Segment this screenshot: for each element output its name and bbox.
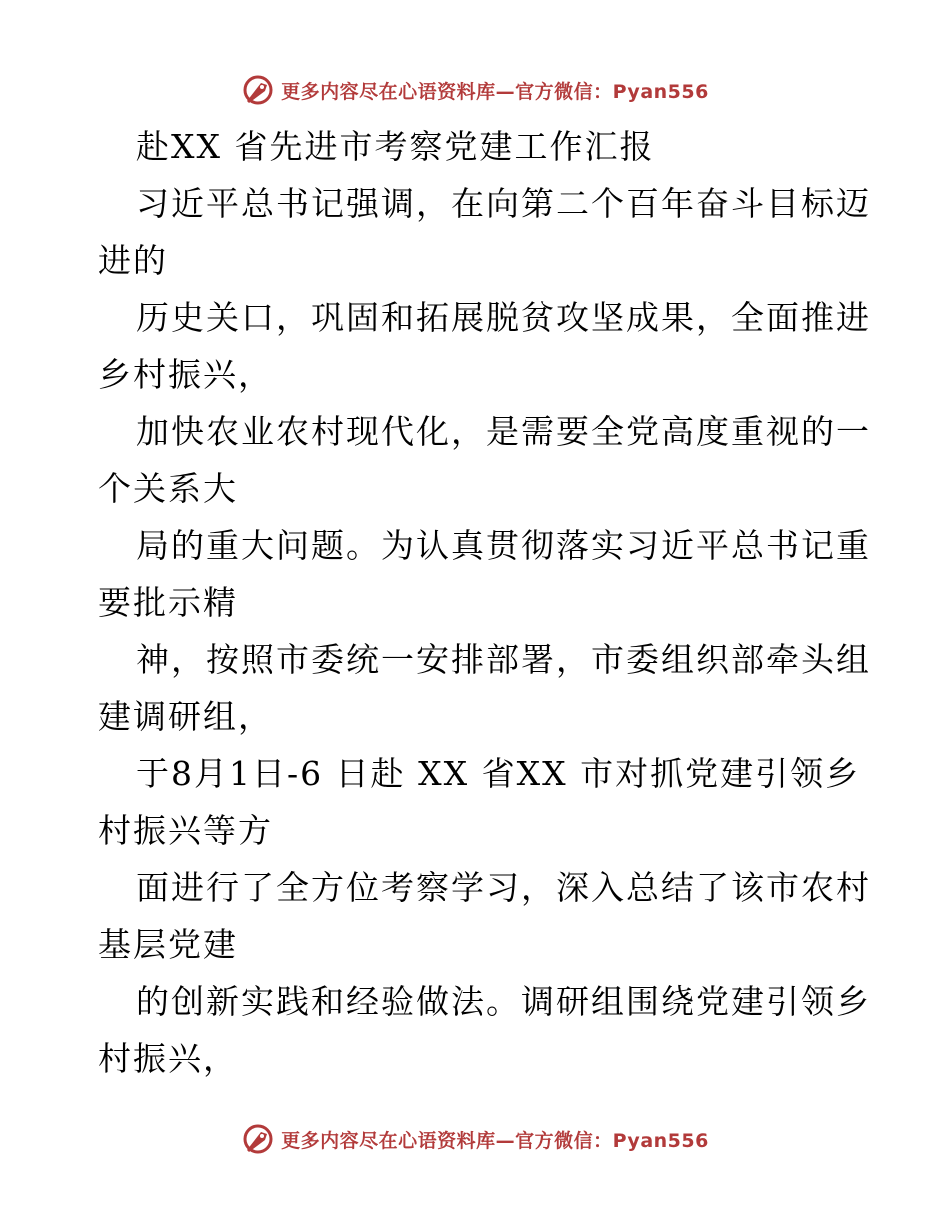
paragraph-line: 历史关口，巩固和拓展脱贫攻坚成果，全面推进 xyxy=(136,298,871,337)
document-title: 赴XX 省先进市考察党建工作汇报 xyxy=(136,127,655,166)
paragraph-line: 村振兴等方 xyxy=(98,811,273,850)
paragraph-line: 面进行了全方位考察学习，深入总结了该市农村 xyxy=(136,868,871,907)
banner-text: 更多内容尽在心语资料库—官方微信：Pyan556 xyxy=(281,1129,709,1152)
pen-nib-circle-icon xyxy=(241,73,275,107)
paragraph-line: 进的 xyxy=(98,241,168,280)
paragraph-line: 于8月1日-6 日赴 XX 省XX 市对抓党建引领乡 xyxy=(136,754,861,793)
paragraph-line: 乡村振兴， xyxy=(98,355,273,394)
paragraph-line: 习近平总书记强调，在向第二个百年奋斗目标迈 xyxy=(136,184,871,223)
paragraph-line: 基层党建 xyxy=(98,925,238,964)
paragraph-line: 神，按照市委统一安排部署，市委组织部牵头组 xyxy=(136,640,871,679)
paragraph-line: 个关系大 xyxy=(98,469,238,508)
paragraph-line: 村振兴， xyxy=(98,1039,238,1078)
header-banner xyxy=(0,70,950,110)
paragraph-line: 加快农业农村现代化，是需要全党高度重视的一 xyxy=(136,412,871,451)
banner-text: 更多内容尽在心语资料库—官方微信：Pyan556 xyxy=(281,80,709,103)
paragraph-line: 的创新实践和经验做法。调研组围绕党建引领乡 xyxy=(136,982,871,1021)
footer-banner xyxy=(0,1119,950,1159)
paragraph-line: 建调研组， xyxy=(98,697,273,736)
pen-nib-circle-icon xyxy=(241,1122,275,1156)
paragraph-line: 要批示精 xyxy=(98,583,238,622)
document-body xyxy=(98,118,871,1087)
paragraph-line: 局的重大问题。为认真贯彻落实习近平总书记重 xyxy=(136,526,871,565)
